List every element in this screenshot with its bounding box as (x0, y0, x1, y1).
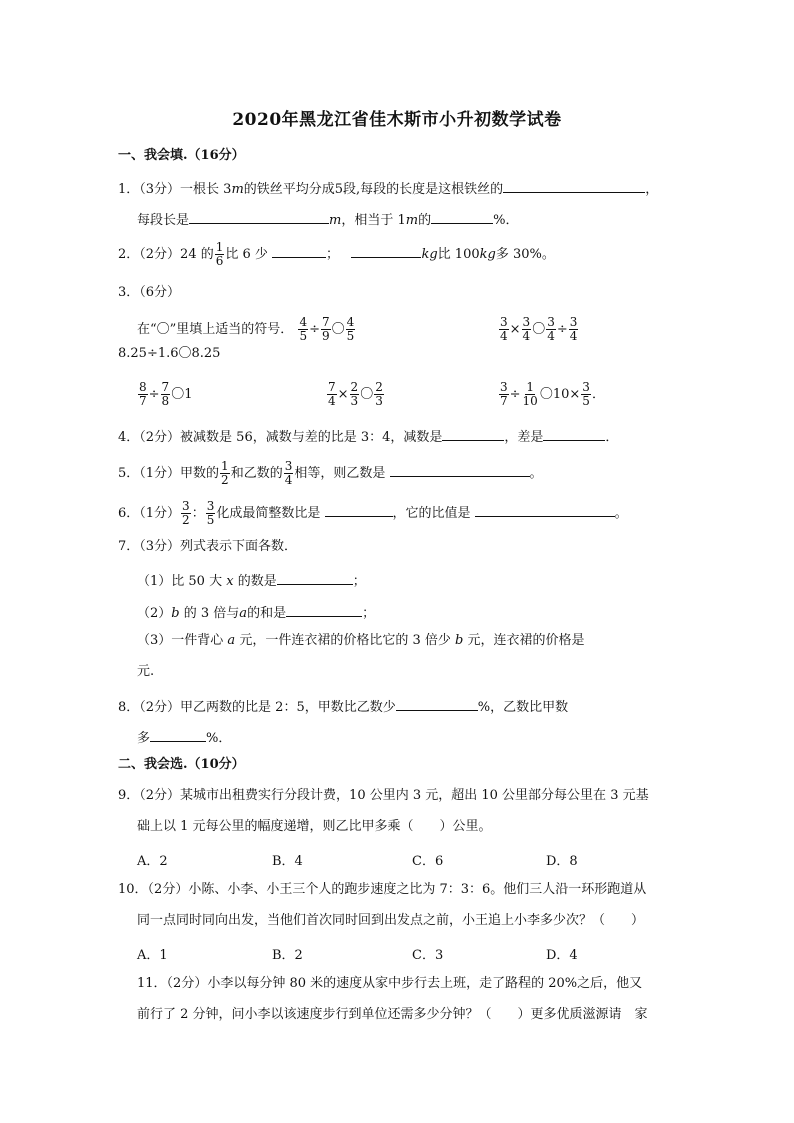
question-11-line-2: 前行了 2 分钟，问小李以该速度步行到单位还需多少分钟？（ ）更多优质滋源请 家 (137, 1007, 648, 1022)
q3-row-3-right: $\frac{3}{7}$ ÷ $\frac{1}{10}$ 〇10× $\frac{3}{5}$ ． (500, 380, 605, 408)
q7-sub-3-line-2: 元. (137, 664, 155, 679)
q1-text-d: 每段长是 (137, 213, 190, 228)
question-5 (118, 460, 543, 487)
q2-text-e: 多 30%。 (495, 247, 555, 262)
compare-circle-3[interactable]: 〇 (171, 387, 185, 402)
q5-text-a: 5．（1分）甲数的 (118, 466, 220, 481)
question-9-line-1: 9．（2分）某城市出租费实行分段计费，10 公里内 3 元，超出 10 公里部分每公里在 3 元基 (118, 788, 649, 803)
section-heading-choice: 二、我会选.（10分） (118, 757, 245, 772)
question-8-line-2: 多 %． (137, 727, 231, 747)
q6-text-b: 化成最简整数比是 (216, 506, 321, 521)
page-title: 2020年黑龙江省佳木斯市小升初数学试卷 (232, 110, 562, 130)
q3-row-3-left: $\frac{8}{7}$ ÷ $\frac{7}{8}$ 〇1 (139, 380, 193, 408)
question-1-line-1 (118, 178, 658, 198)
q2-text-c: ； (326, 247, 340, 262)
q2-unit-kg-2: kg (479, 247, 496, 262)
q6-fraction-2: $\frac{3}{5}$ (206, 499, 215, 527)
q4-text-a: 4．（2分）被减数是 56，减数与差的比是 3：4，减数是 (118, 430, 443, 445)
question-6: 6．（1分） $\frac{3}{2}$ ： $\frac{3}{5}$ 化成最简整数比是 ，它的比值是 。 (118, 499, 628, 527)
question-1-line-2 (137, 209, 518, 229)
q6-answer-blank-1[interactable] (325, 502, 393, 517)
q1-unit-m-2: m (329, 213, 342, 228)
q3-row-1-left: 在“〇”里填上适当的符号． $\frac{4}{5}$ ÷ $\frac{7}{9}$ 〇 $\frac{4}{5}$ (137, 315, 355, 343)
q2-answer-blank-1[interactable] (272, 243, 326, 258)
q7-answer-blank-2[interactable] (286, 602, 362, 617)
q2-text-d: 比 100 (437, 247, 480, 262)
q1-answer-blank-1[interactable] (503, 178, 645, 193)
q7-s1-text-b: 的数是 (237, 574, 277, 589)
q10-option-b[interactable]: B．2 (272, 948, 303, 963)
q9-option-d[interactable]: D．8 (546, 854, 578, 869)
q8-answer-blank-2[interactable] (150, 727, 206, 742)
q10-option-c[interactable]: C．3 (412, 948, 444, 963)
q10-option-a[interactable]: A．1 (137, 948, 168, 963)
q5-fraction-2: $\frac{3}{4}$ (284, 459, 293, 487)
question-10-line-2: 同一点同时同向出发，当他们首次同时回到出发点之前，小王追上小李多少次？（ ） (137, 913, 645, 928)
q1-text-a: 1．（3分）一根长 3 (118, 182, 232, 197)
q3-row-3-middle: $\frac{7}{4}$ × $\frac{2}{3}$ 〇 $\frac{2}{3}$ (328, 380, 383, 408)
q10-option-d[interactable]: D．4 (546, 948, 578, 963)
question-3-header: 3．（6分） (118, 285, 181, 300)
q5-answer-blank[interactable] (390, 462, 530, 477)
compare-circle-2[interactable]: 〇 (532, 322, 546, 337)
compare-circle-4[interactable]: 〇 (360, 387, 374, 402)
q1-text-c: ， (645, 182, 659, 197)
question-11-line-1: 11．（2分）小李以每分钟 80 米的速度从家中步行去上班，走了路程的 20%之后，他又 (137, 976, 643, 991)
q4-text-b: ，差是 (504, 430, 544, 445)
q9-option-c[interactable]: C．6 (412, 854, 444, 869)
q3-row-1-right: $\frac{3}{4}$ × $\frac{3}{4}$ 〇 $\frac{3}{4}$ ÷ $\frac{3}{4}$ (500, 315, 578, 343)
q7-sub-1: （1）比 50 大 x 的数是 ； (137, 570, 366, 590)
q7-var-a: a (239, 606, 248, 621)
question-4 (118, 426, 618, 446)
q6-fraction-1: $\frac{3}{2}$ (182, 499, 190, 527)
q5-fraction-1: $\frac{1}{2}$ (221, 459, 229, 487)
q3-row-2-expression: 8.25÷1.6〇8.25 (118, 346, 221, 361)
q6-text-c: ，它的比值是 (392, 506, 471, 521)
q9-option-b[interactable]: B．4 (272, 854, 303, 869)
q3-instruction: 在“〇”里填上适当的符号． (137, 322, 294, 337)
q1-unit-m: m (231, 182, 244, 197)
q1-text-e: ，相当于 1 (341, 213, 406, 228)
question-9-line-2: 础上以 1 元每公里的幅度递增，则乙比甲多乘（ ）公里。 (137, 819, 492, 834)
question-2 (118, 241, 555, 268)
q2-answer-blank-2[interactable] (351, 243, 421, 258)
q6-text-a: 6．（1分） (118, 506, 181, 521)
q7-s1-text-a: （1）比 50 大 (137, 574, 223, 589)
q7-var-x: x (226, 574, 234, 589)
q2-text-a: 2．（2分）24 的 (118, 247, 214, 262)
q1-answer-blank-3[interactable] (431, 209, 493, 224)
q4-answer-blank-1[interactable] (442, 426, 504, 441)
question-7-header: 7．（3分）列式表示下面各数． (118, 539, 298, 554)
q4-text-c: ． (605, 430, 619, 445)
q2-unit-kg: kg (421, 247, 438, 262)
q1-text-b: 的铁丝平均分成5段,每段的长度是这根铁丝的 (243, 182, 504, 197)
q8-answer-blank-1[interactable] (396, 696, 478, 711)
q1-answer-blank-2[interactable] (189, 209, 329, 224)
question-10-line-1: 10．（2分）小陈、小李、小王三个人的跑步速度之比为 7：3：6。他们三人沿一环形跑道从 (118, 882, 647, 897)
q1-unit-m-3: m (405, 213, 419, 228)
q4-answer-blank-2[interactable] (543, 426, 605, 441)
q7-sub-2: （2）b 的 3 倍与a的和是 ； (137, 602, 375, 622)
q2-fraction: $\frac{1}{6}$ (215, 240, 224, 268)
q5-text-d: 。 (529, 466, 543, 481)
compare-circle-5[interactable]: 〇 (539, 387, 553, 402)
q7-answer-blank-1[interactable] (277, 570, 353, 585)
q1-text-f: 的 (418, 213, 432, 228)
q1-text-g: %． (493, 213, 519, 228)
q7-sub-3-line-1: （3）一件背心 a 元，一件连衣裙的价格比它的 3 倍少 b 元，连衣裙的价格是 (137, 633, 585, 648)
section-heading-fill: 一、我会填.（16分） (118, 148, 245, 163)
compare-circle-1[interactable]: 〇 (331, 322, 345, 337)
q2-text-b: 比 6 少 (225, 247, 268, 262)
q5-text-c: 相等，则乙数是 (294, 466, 386, 481)
q5-text-b: 和乙数的 (230, 466, 283, 481)
q6-answer-blank-2[interactable] (475, 502, 615, 517)
q7-var-b: b (171, 606, 180, 621)
question-8-line-1: 8．（2分）甲乙两数的比是 2：5，甲数比乙数少 %，乙数比甲数 (118, 696, 568, 716)
q6-text-d: 。 (614, 506, 628, 521)
q9-option-a[interactable]: A．2 (137, 854, 168, 869)
